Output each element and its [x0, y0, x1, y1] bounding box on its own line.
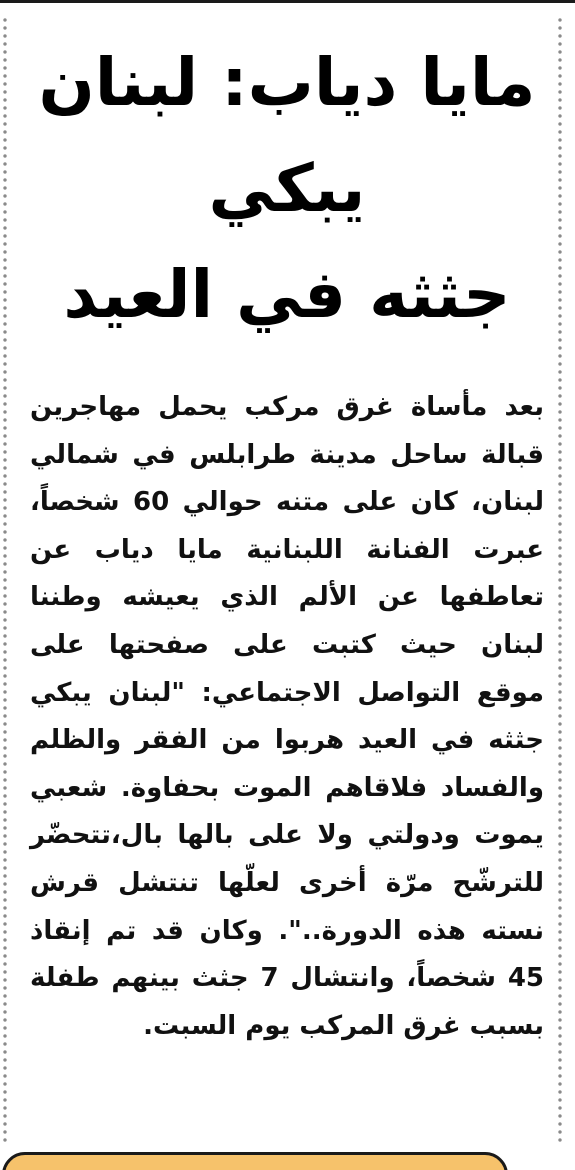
article — [24, 30, 550, 1050]
headline — [24, 30, 550, 348]
article-body: بعد مأساة غرق مركب يحمل مهاجرين قبالة ساحل مدينة طرابلس في شمالي لبنان، كان على متنه حوالي 60 شخصاً، عبرت الفنانة اللبنانية مايا دياب عن تعاطفها عن الألم الذي يعيشه وطننا لبنان حيث كتبت على صفحتها على موقع التواصل الاجتماعي: "لبنان يبكي جثثه في العيد هربوا من الفقر والظلم والفساد فلاقاهم الموت بحفاوة. شعبي يموت ودولتي ولا على بالها بال،تتحضّر للترشّح مرّة أخرى لعلّها تنتشل قرش نسته هذه الدورة..". وكان قد تم إنقاذ 45 شخصاً، وانتشال 7 جثث بينهم طفلة بسبب غرق المركب يوم السبت. — [30, 392, 545, 1041]
next-article-box — [2, 1152, 508, 1170]
headline-line-1: مايا دياب: لبنان يبكي — [38, 44, 536, 227]
right-dotted-border — [557, 16, 563, 1146]
left-dotted-border — [2, 16, 8, 1146]
headline-line-2: جثثه في العيد — [63, 256, 511, 333]
top-rule — [0, 0, 575, 3]
